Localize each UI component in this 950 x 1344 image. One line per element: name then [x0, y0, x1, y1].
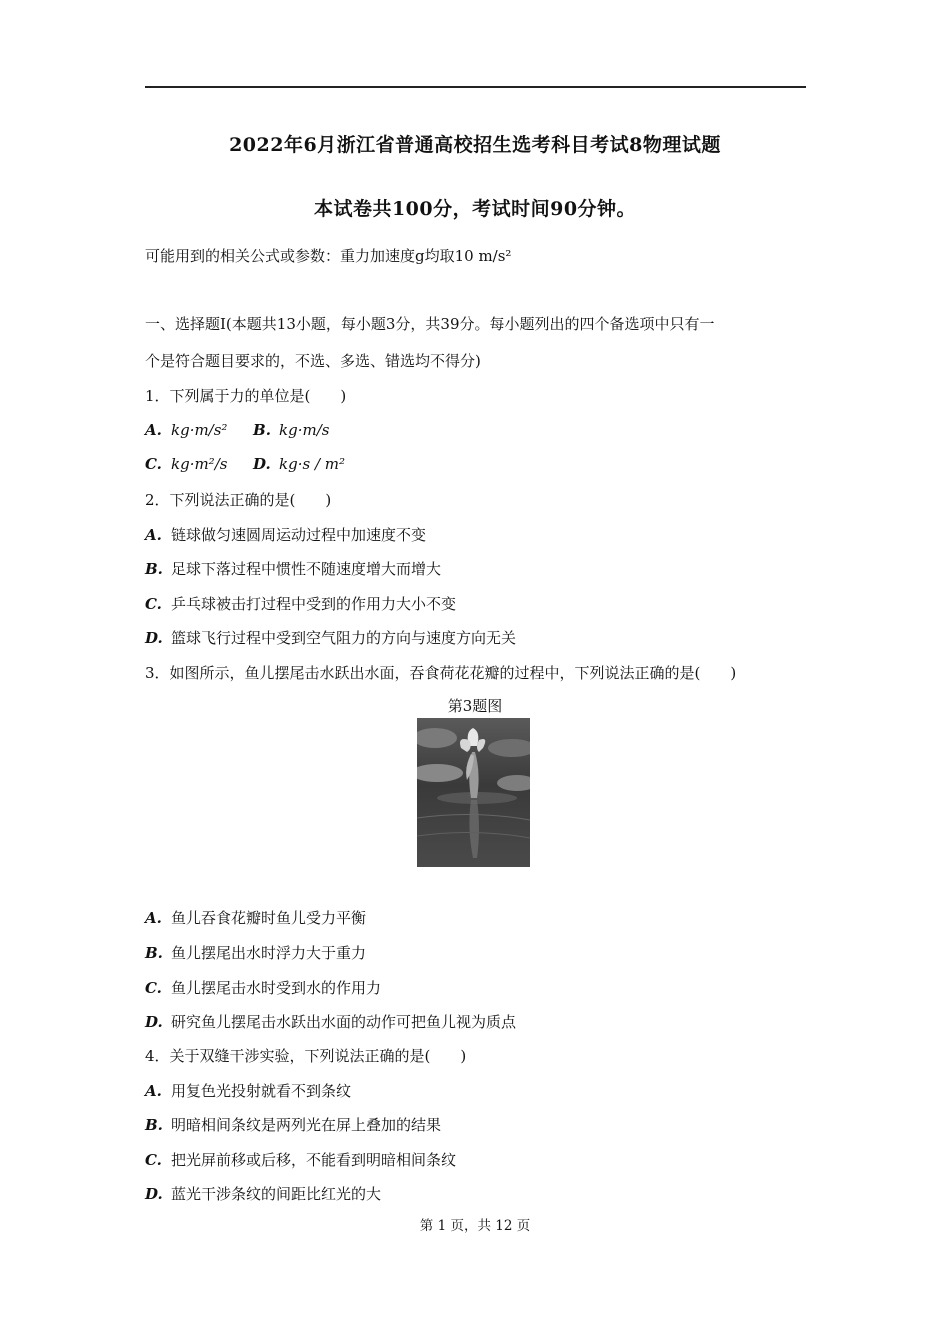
option-text: 明暗相间条纹是两列光在屏上叠加的结果 [171, 1116, 442, 1134]
question-1-options-row2 [145, 455, 345, 473]
option-text: 研究鱼儿摆尾击水跃出水面的动作可把鱼儿视为质点 [171, 1013, 517, 1031]
question-4-option-c [145, 1149, 456, 1170]
question-4-option-d [145, 1183, 381, 1204]
question-3-option-b [145, 942, 366, 963]
option-text: kg·m/s [279, 421, 330, 439]
question-3-option-d [145, 1011, 516, 1032]
question-2-option-d [145, 627, 516, 648]
option-text: kg·m²/s [171, 455, 228, 473]
option-label: D. [145, 1185, 163, 1203]
option-text: 蓝光干涉条纹的间距比红光的大 [171, 1185, 382, 1203]
option-label: A. [145, 526, 162, 544]
option-label: D. [145, 629, 163, 647]
option-label: A. [145, 909, 162, 927]
question-2-stem: 2．下列说法正确的是( ) [145, 491, 332, 509]
header-rule [145, 86, 806, 88]
section-heading-line1: 一、选择题Ⅰ(本题共13小题，每小题3分，共39分。每小题列出的四个备选项中只有一 [145, 315, 715, 333]
option-label: D. [253, 455, 271, 473]
option-label: B. [145, 944, 163, 962]
question-3-option-c [145, 977, 381, 998]
page-title: 2022年6月浙江省普通高校招生选考科目考试8物理试题 [229, 134, 721, 156]
question-2-option-a [145, 524, 426, 545]
option-label: A. [145, 421, 162, 439]
option-label: C. [145, 455, 162, 473]
option-text: 乒乓球被击打过程中受到的作用力大小不变 [171, 595, 457, 613]
option-label: C. [145, 595, 162, 613]
fish-lotus-photo [417, 718, 530, 867]
option-text: 鱼儿吞食花瓣时鱼儿受力平衡 [171, 909, 367, 927]
option-text: 把光屏前移或后移，不能看到明暗相间条纹 [171, 1151, 457, 1169]
option-text: 链球做匀速圆周运动过程中加速度不变 [171, 526, 427, 544]
option-label: B. [145, 1116, 163, 1134]
option-text: 篮球飞行过程中受到空气阻力的方向与速度方向无关 [171, 629, 517, 647]
question-2-option-c [145, 593, 456, 614]
option-text: 足球下落过程中惯性不随速度增大而增大 [171, 560, 442, 578]
question-3-stem: 3．如图所示，鱼儿摆尾击水跃出水面，吞食荷花花瓣的过程中，下列说法正确的是( ) [145, 664, 737, 682]
formula-note: 可能用到的相关公式或参数：重力加速度g均取10 m/s² [145, 247, 512, 265]
section-heading-line2: 个是符合题目要求的，不选、多选、错选均不得分) [145, 352, 481, 370]
option-label: D. [145, 1013, 163, 1031]
option-text: 鱼儿摆尾出水时浮力大于重力 [171, 944, 367, 962]
option-label: A. [145, 1082, 162, 1100]
page-footer: 第 1 页，共 12 页 [419, 1218, 531, 1234]
question-4-option-a [145, 1080, 351, 1101]
page-subtitle: 本试卷共100分，考试时间90分钟。 [313, 198, 637, 220]
question-4-stem: 4．关于双缝干涉实验，下列说法正确的是( ) [145, 1047, 467, 1065]
option-text: kg·s / m² [279, 455, 345, 473]
option-label: B. [253, 421, 271, 439]
option-label: C. [145, 1151, 162, 1169]
option-label: B. [145, 560, 163, 578]
figure-caption: 第3题图 [447, 697, 503, 715]
question-4-option-b [145, 1114, 441, 1135]
question-3-option-a [145, 907, 366, 928]
option-text: 鱼儿摆尾击水时受到水的作用力 [171, 979, 382, 997]
option-text: kg·m/s² [171, 421, 228, 439]
question-2-option-b [145, 558, 441, 579]
option-label: C. [145, 979, 162, 997]
question-1-options-row1 [145, 421, 329, 439]
question-1-stem: 1．下列属于力的单位是( ) [145, 387, 347, 405]
option-text: 用复色光投射就看不到条纹 [171, 1082, 352, 1100]
